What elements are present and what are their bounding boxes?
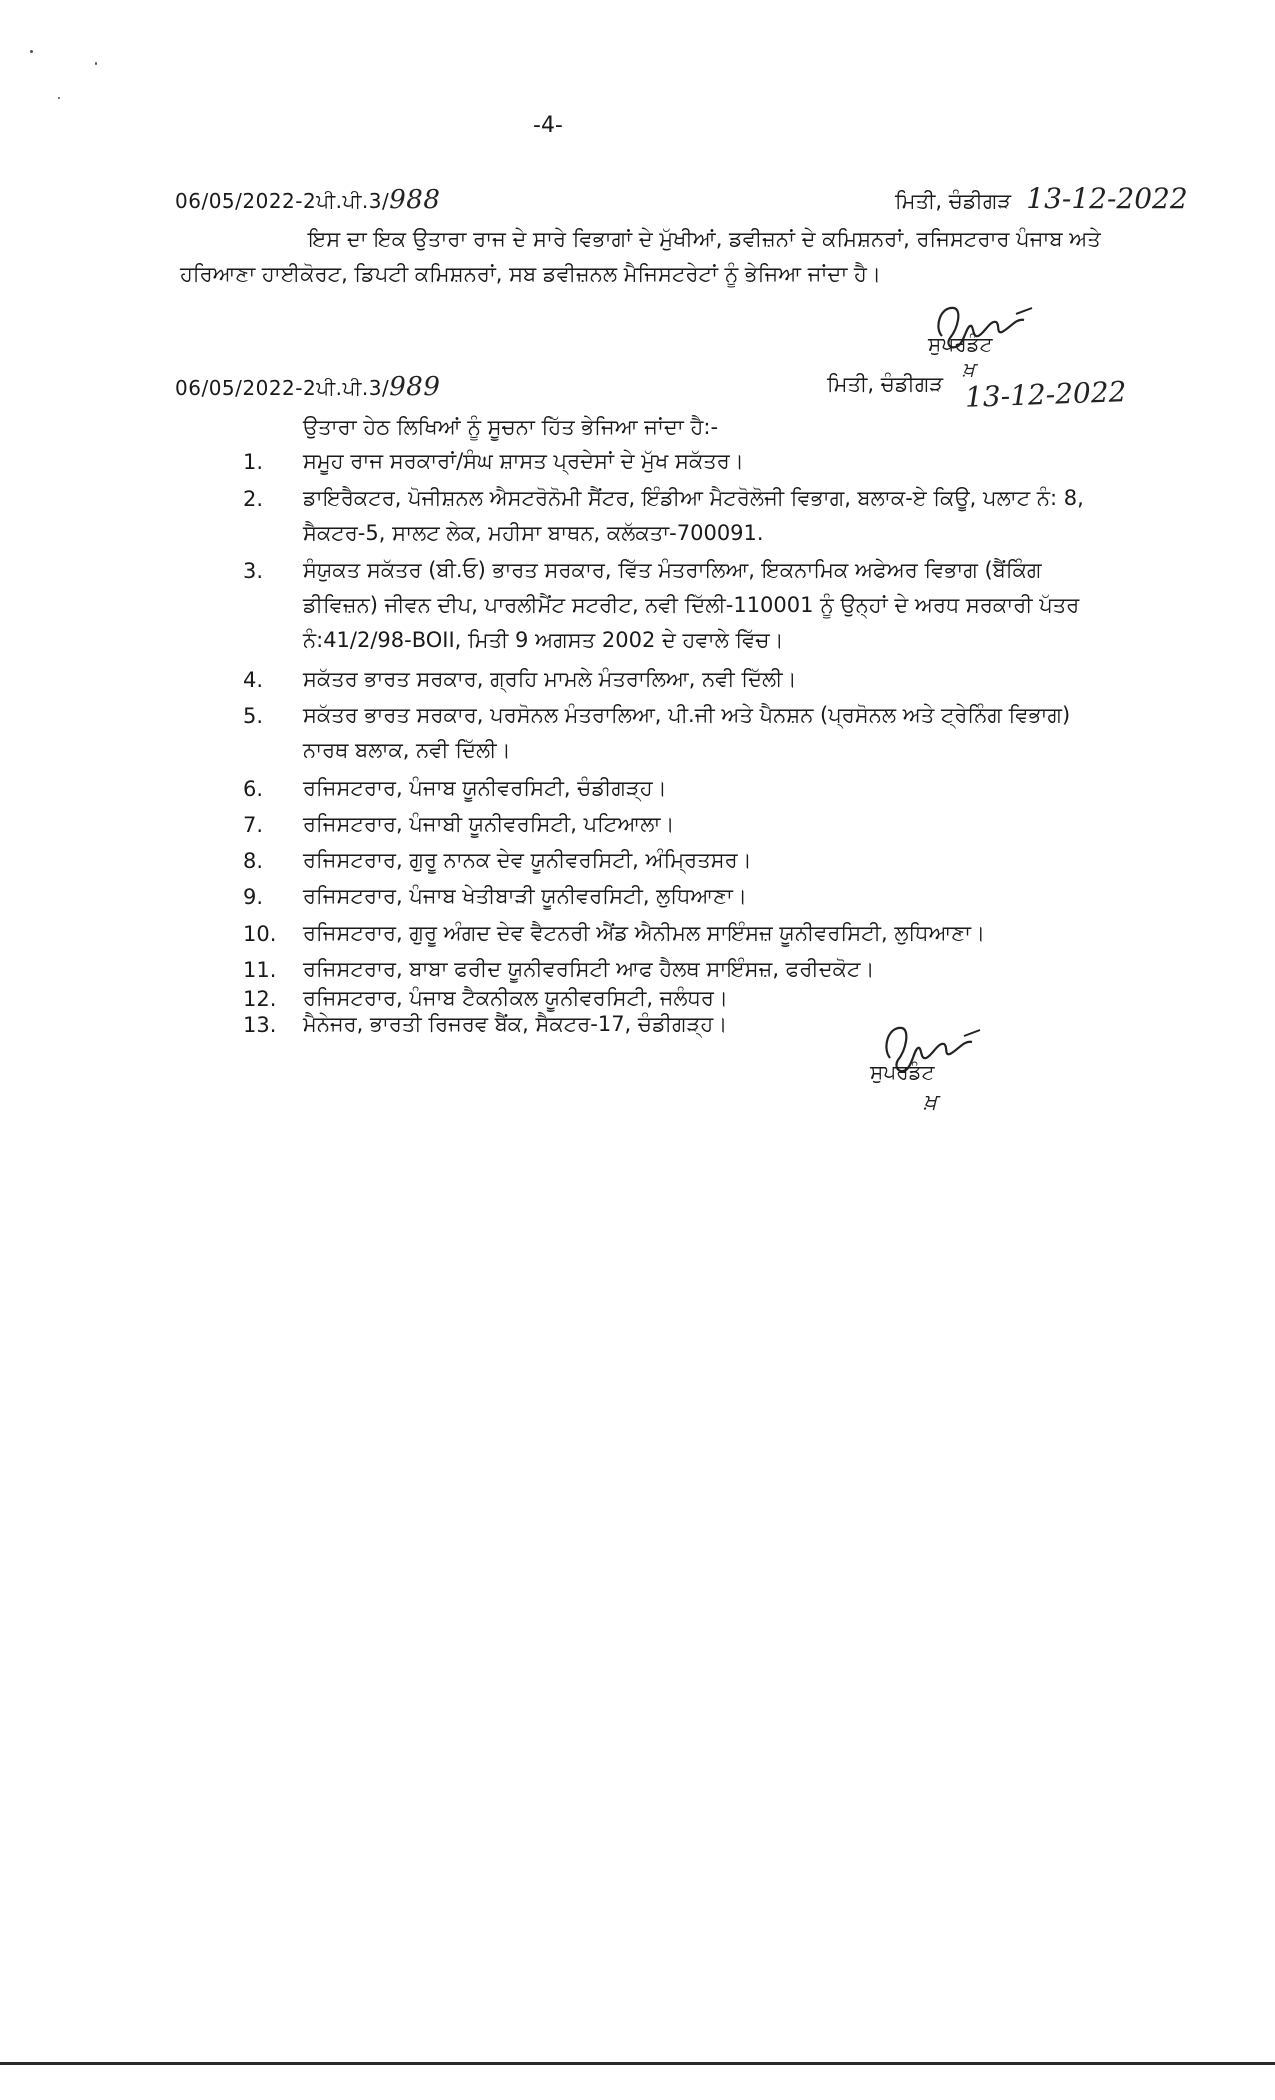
list-item-number: 5. — [243, 704, 264, 728]
list-item: ਮੈਨੇਜਰ, ਭਾਰਤੀ ਰਿਜਰਵ ਬੈਂਕ, ਸੈਕਟਰ-17, ਚੰਡੀਗੜ੍ਹ। — [303, 1012, 728, 1036]
list-item-number: 1. — [243, 450, 264, 474]
list-item-number: 7. — [243, 813, 264, 837]
list-item-number: 2. — [243, 487, 264, 511]
list-item: ਸਮੂਹ ਰਾਜ ਸਰਕਾਰਾਂ/ਸੰਘ ਸ਼ਾਸਤ ਪ੍ਰਦੇਸਾਂ ਦੇ ਮੁੱਖ ਸਕੱਤਰ। — [303, 449, 744, 473]
reference-handwritten-number: 988 — [389, 185, 441, 215]
list-item: ਰਜਿਸਟਰਾਰ, ਪੰਜਾਬ ਟੈਕਨੀਕਲ ਯੂਨੀਵਰਸਿਟੀ, ਜਲੰਧਰ। — [303, 986, 729, 1010]
date-label: ਮਿਤੀ, ਚੰਡੀਗੜ — [895, 189, 1012, 213]
reference-number-1 — [175, 185, 440, 215]
reference-prefix: 06/05/2022-2ਪੀ.ਪੀ.3/ — [175, 376, 390, 400]
list-item: ਰਜਿਸਟਰਾਰ, ਪੰਜਾਬੀ ਯੂਨੀਵਰਸਿਟੀ, ਪਟਿਆਲਾ। — [303, 812, 675, 836]
date-label: ਮਿਤੀ, ਚੰਡੀਗੜ — [827, 372, 944, 396]
list-item-number: 11. — [243, 958, 277, 982]
list-item-number: 3. — [243, 559, 264, 583]
list-item-number: 13. — [243, 1013, 277, 1037]
reference-prefix: 06/05/2022-2ਪੀ.ਪੀ.3/ — [175, 189, 390, 213]
page-number: -4- — [533, 113, 563, 138]
signatory-title-2: ਸੁਪਰਡੰਟ — [870, 1060, 935, 1084]
list-item-number: 12. — [243, 987, 277, 1011]
distribution-intro: ਉਤਾਰਾ ਹੇਠ ਲਿਖਿਆਂ ਨੂੰ ਸੂਚਨਾ ਹਿੱਤ ਭੇਜਿਆ ਜਾਂਦਾ ਹੈ:- — [303, 415, 719, 439]
list-item-number: 4. — [243, 668, 264, 692]
initials-2: ਖ਼ — [923, 1090, 937, 1115]
handwritten-date: 13-12-2022 — [964, 375, 1127, 414]
handwritten-date: 13-12-2022 — [1026, 182, 1188, 215]
list-item-number: 9. — [243, 885, 264, 909]
scan-speck — [95, 62, 97, 65]
list-item: ਸਕੱਤਰ ਭਾਰਤ ਸਰਕਾਰ, ਗ੍ਰਹਿ ਮਾਮਲੇ ਮੰਤਰਾਲਿਆ, ਨਵੀ ਦਿੱਲੀ। — [303, 667, 797, 691]
signatory-title-1: ਸੁਪਰਡੰਟ — [928, 332, 993, 356]
scan-edge-line — [0, 2062, 1275, 2065]
scan-speck — [58, 97, 60, 99]
copy-forward-paragraph — [180, 222, 1180, 292]
list-item-number: 10. — [243, 922, 277, 946]
reference-handwritten-number: 989 — [389, 372, 441, 402]
list-item: ਰਜਿਸਟਰਾਰ, ਬਾਬਾ ਫਰੀਦ ਯੂਨੀਵਰਸਿਟੀ ਆਫ ਹੈਲਥ ਸਾਇੰਸਜ਼, ਫਰੀਦਕੋਟ। — [303, 957, 875, 981]
list-item: ਰਜਿਸਟਰਾਰ, ਗੁਰੂ ਨਾਨਕ ਦੇਵ ਯੂਨੀਵਰਸਿਟੀ, ਅੰਮ੍ਰਿਤਸਰ। — [303, 848, 752, 872]
list-item-number: 8. — [243, 849, 264, 873]
list-item: ਰਜਿਸਟਰਾਰ, ਪੰਜਾਬ ਖੇਤੀਬਾੜੀ ਯੂਨੀਵਰਸਿਟੀ, ਲੁਧਿਆਣਾ। — [303, 884, 748, 908]
list-item: ਸੰਯੁਕਤ ਸਕੱਤਰ (ਬੀ.ਓ) ਭਾਰਤ ਸਰਕਾਰ, ਵਿੱਤ ਮੰਤਰਾਲਿਆ, ਇਕਨਾਮਿਕ ਅਫੇਅਰ ਵਿਭਾਗ (ਬੈਂਕਿੰਗ ਡੀਵਿਜ਼ਨ) ਜੀਵਨ ਦੀਪ, ਪਾਰਲੀਮੈਂਟ ਸਟਰੀਟ, ਨਵੀ ਦਿੱਲੀ-110001 ਨੂੰ ਉਨ੍ਹਾਂ ਦੇ ਅਰਧ ਸਰਕਾਰੀ ਪੱਤਰ ਨੰ:41/2/98-BOII, ਮਿਤੀ 9 ਅਗਸਤ 2002 ਦੇ ਹਵਾਲੇ ਵਿੱਚ। — [303, 558, 1080, 652]
scan-speck — [30, 50, 33, 53]
list-item: ਸਕੱਤਰ ਭਾਰਤ ਸਰਕਾਰ, ਪਰਸੋਨਲ ਮੰਤਰਾਲਿਆ, ਪੀ.ਜੀ ਅਤੇ ਪੈਨਸ਼ਨ (ਪ੍ਰਸੋਨਲ ਅਤੇ ਟ੍ਰੇਨਿੰਗ ਵਿਭਾਗ) ਨਾਰਥ ਬਲਾਕ, ਨਵੀ ਦਿੱਲੀ। — [303, 703, 1071, 762]
initials-1: ਖ਼ — [962, 357, 975, 381]
reference-number-2 — [175, 372, 440, 402]
list-item: ਰਜਿਸਟਰਾਰ, ਗੁਰੂ ਅੰਗਦ ਦੇਵ ਵੈਟਨਰੀ ਐਂਡ ਐਨੀਮਲ ਸਾਇੰਸਜ਼ ਯੂਨੀਵਰਸਿਟੀ, ਲੁਧਿਆਣਾ। — [303, 921, 986, 945]
list-item-number: 6. — [243, 777, 264, 801]
date-line-2 — [827, 372, 943, 397]
paragraph-text: ਇਸ ਦਾ ਇਕ ਉਤਾਰਾ ਰਾਜ ਦੇ ਸਾਰੇ ਵਿਭਾਗਾਂ ਦੇ ਮੁੱਖੀਆਂ, ਡਵੀਜ਼ਨਾਂ ਦੇ ਕਮਿਸ਼ਨਰਾਂ, ਰਜਿਸਟਰਾਰ ਪੰਜਾਬ ਅਤੇ ਹਰਿਆਣਾ ਹਾਈਕੋਰਟ, ਡਿਪਟੀ ਕਮਿਸ਼ਨਰਾਂ, ਸਬ ਡਵੀਜ਼ਨਲ ਮੈਜਿਸਟਰੇਟਾਂ ਨੂੰ ਭੇਜਿਆ ਜਾਂਦਾ ਹੈ। — [180, 227, 1101, 286]
date-line-1 — [895, 182, 1188, 215]
list-item: ਡਾਇਰੈਕਟਰ, ਪੋਜੀਸ਼ਨਲ ਐਸਟਰੋਨੋਮੀ ਸੈਂਟਰ, ਇੰਡੀਆ ਮੈਟਰੋਲੋਜੀ ਵਿਭਾਗ, ਬਲਾਕ-ਏ ਕਿਊ, ਪਲਾਟ ਨੰ: 8, ਸੈਕਟਰ-5, ਸਾਲਟ ਲੇਕ, ਮਹੀਸਾ ਬਾਥਨ, ਕਲੱਕਤਾ-700091. — [303, 486, 1084, 545]
list-item: ਰਜਿਸਟਰਾਰ, ਪੰਜਾਬ ਯੂਨੀਵਰਸਿਟੀ, ਚੰਡੀਗੜ੍ਹ। — [303, 776, 667, 800]
